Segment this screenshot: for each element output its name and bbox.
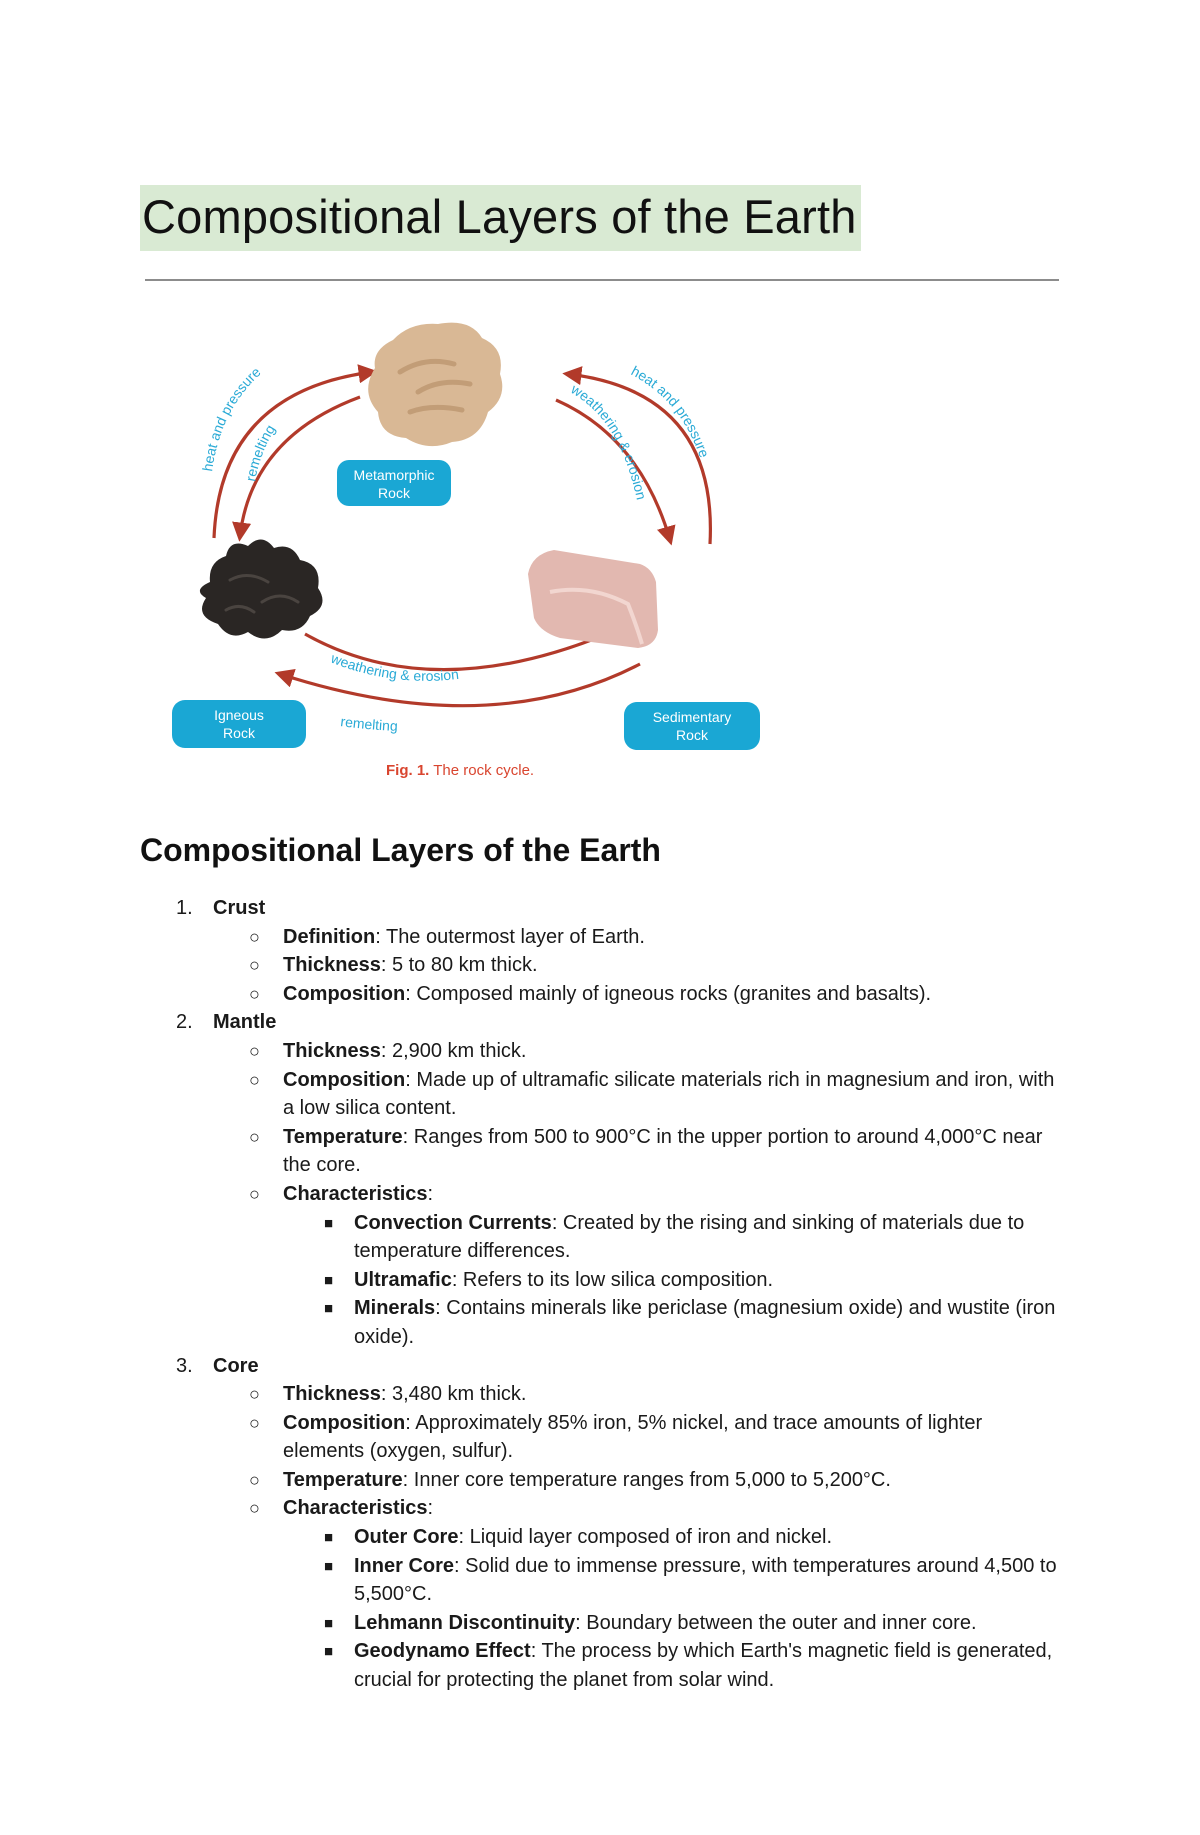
property-item (212, 923, 1060, 952)
square-bullet-icon: ■ (324, 1214, 334, 1232)
square-bullet-icon: ■ (324, 1557, 334, 1575)
property-item (212, 1123, 1060, 1180)
property-text: : 3,480 km thick. (380, 1383, 527, 1406)
property-key: Thickness (283, 954, 381, 977)
circle-bullet-icon: ○ (249, 1069, 260, 1090)
characteristic-text: : Boundary between the outer and inner core. (575, 1611, 977, 1634)
property-key: Characteristics (283, 1497, 428, 1520)
label-remelting-bottom: remelting (339, 713, 399, 734)
property-key: Composition (283, 982, 406, 1005)
characteristics-list (283, 1523, 1060, 1695)
list-item-mantle (140, 1008, 1060, 1351)
characteristic-item (283, 1209, 1060, 1266)
figure-caption (386, 762, 534, 779)
property-item (212, 951, 1060, 980)
characteristic-key: Ultramafic (354, 1268, 452, 1291)
list-number: 3. (176, 1354, 193, 1377)
characteristic-text: : Created by the rising and sinking of materials due to temperature differences. (354, 1211, 1025, 1263)
property-text: : (427, 1182, 434, 1205)
property-item (212, 1037, 1060, 1066)
property-text: : Ranges from 500 to 900°C in the upper portion to around 4,000°C near the core. (283, 1125, 1043, 1177)
property-text: : Composed mainly of igneous rocks (granites and basalts). (405, 982, 932, 1005)
property-key: Thickness (283, 1039, 381, 1062)
property-item (212, 1409, 1060, 1466)
layers-list (140, 894, 1060, 1695)
circle-bullet-icon: ○ (249, 1469, 260, 1490)
property-text: : (427, 1497, 434, 1520)
layer-name: Core (213, 1354, 259, 1377)
sedimentary-label-line2: Rock (676, 727, 708, 743)
label-weathering-right: weathering & erosion (568, 380, 650, 502)
property-item (212, 1494, 1060, 1694)
label-heat-pressure-right: heat and pressure (628, 362, 713, 460)
horizontal-divider (145, 279, 1059, 281)
property-item (212, 1466, 1060, 1495)
circle-bullet-icon: ○ (249, 926, 260, 947)
square-bullet-icon: ■ (324, 1529, 334, 1547)
characteristic-key: Geodynamo Effect (354, 1640, 531, 1663)
characteristic-item (283, 1523, 1060, 1552)
circle-bullet-icon: ○ (249, 1412, 260, 1433)
characteristics-list (283, 1209, 1060, 1352)
property-list (213, 923, 1060, 1009)
property-list (213, 1380, 1060, 1695)
property-key: Definition (283, 925, 376, 948)
property-key: Characteristics (283, 1182, 428, 1205)
property-key: Thickness (283, 1383, 381, 1406)
label-weathering-bottom: weathering & erosion (328, 649, 460, 684)
circle-bullet-icon: ○ (249, 1498, 260, 1519)
characteristic-item (283, 1266, 1060, 1295)
characteristic-text: : Liquid layer composed of iron and nickel. (458, 1526, 833, 1549)
square-bullet-icon: ■ (324, 1300, 334, 1318)
list-item-core (140, 1352, 1060, 1695)
property-item (212, 1180, 1060, 1352)
characteristic-text: : Refers to its low silica composition. (451, 1268, 774, 1291)
metamorphic-label-line2: Rock (378, 485, 410, 501)
property-item (212, 1066, 1060, 1123)
property-text: : Inner core temperature ranges from 5,000 to 5,200°C. (402, 1468, 891, 1491)
characteristic-key: Outer Core (354, 1526, 459, 1549)
property-key: Temperature (283, 1468, 403, 1491)
label-heat-pressure-left: heat and pressure (199, 363, 264, 473)
characteristic-item (283, 1609, 1060, 1638)
characteristic-item (283, 1637, 1060, 1694)
label-remelting-left: remelting (242, 421, 279, 483)
property-item (212, 1380, 1060, 1409)
list-number: 2. (176, 1011, 193, 1034)
list-item-crust (140, 894, 1060, 1008)
characteristic-key: Minerals (354, 1297, 436, 1320)
square-bullet-icon: ■ (324, 1271, 334, 1289)
igneous-rock-icon (200, 539, 323, 638)
property-key: Composition (283, 1411, 406, 1434)
page-title: Compositional Layers of the Earth (140, 185, 861, 251)
square-bullet-icon: ■ (324, 1614, 334, 1632)
layer-name: Crust (213, 897, 266, 919)
circle-bullet-icon: ○ (249, 1183, 260, 1204)
igneous-label-line2: Rock (223, 725, 255, 741)
figure-caption-text: The rock cycle. (429, 762, 535, 779)
property-key: Temperature (283, 1125, 403, 1148)
square-bullet-icon: ■ (324, 1643, 334, 1661)
metamorphic-label-line1: Metamorphic (353, 467, 435, 483)
characteristic-text: : Contains minerals like periclase (magnesium oxide) and wustite (iron oxide). (354, 1297, 1056, 1348)
list-number: 1. (176, 897, 193, 919)
circle-bullet-icon: ○ (249, 1040, 260, 1061)
characteristic-key: Inner Core (354, 1554, 455, 1577)
rock-cycle-figure (170, 312, 770, 792)
property-text: : Approximately 85% iron, 5% nickel, and trace amounts of lighter elements (oxygen, sulfur). (283, 1411, 983, 1463)
property-key: Composition (283, 1068, 406, 1091)
circle-bullet-icon: ○ (249, 1384, 260, 1405)
layers-list-container (140, 894, 1060, 1695)
section-heading: Compositional Layers of the Earth (140, 832, 661, 868)
characteristic-item (283, 1294, 1060, 1351)
circle-bullet-icon: ○ (249, 1126, 260, 1147)
property-text: : Made up of ultramafic silicate materials rich in magnesium and iron, with a low silica content. (283, 1068, 1055, 1120)
property-item (212, 980, 1060, 1009)
circle-bullet-icon: ○ (249, 983, 260, 1004)
property-text: : The outermost layer of Earth. (375, 925, 645, 948)
characteristic-key: Lehmann Discontinuity (354, 1611, 576, 1634)
sedimentary-label-line1: Sedimentary (652, 709, 732, 725)
characteristic-text: : Solid due to immense pressure, with temperatures around 4,500 to 5,500°C. (354, 1554, 1057, 1606)
figure-caption-label: Fig. 1. (386, 762, 430, 779)
circle-bullet-icon: ○ (249, 955, 260, 976)
characteristic-key: Convection Currents (354, 1211, 552, 1234)
characteristic-text: : The process by which Earth's magnetic field is generated, crucial for protecting the planet from solar wind. (354, 1640, 1053, 1692)
property-text: : 5 to 80 km thick. (380, 954, 538, 977)
characteristic-item (283, 1552, 1060, 1609)
igneous-label-line1: Igneous (214, 707, 264, 723)
property-list (213, 1037, 1060, 1352)
layer-name: Mantle (213, 1011, 277, 1034)
property-text: : 2,900 km thick. (380, 1039, 527, 1062)
